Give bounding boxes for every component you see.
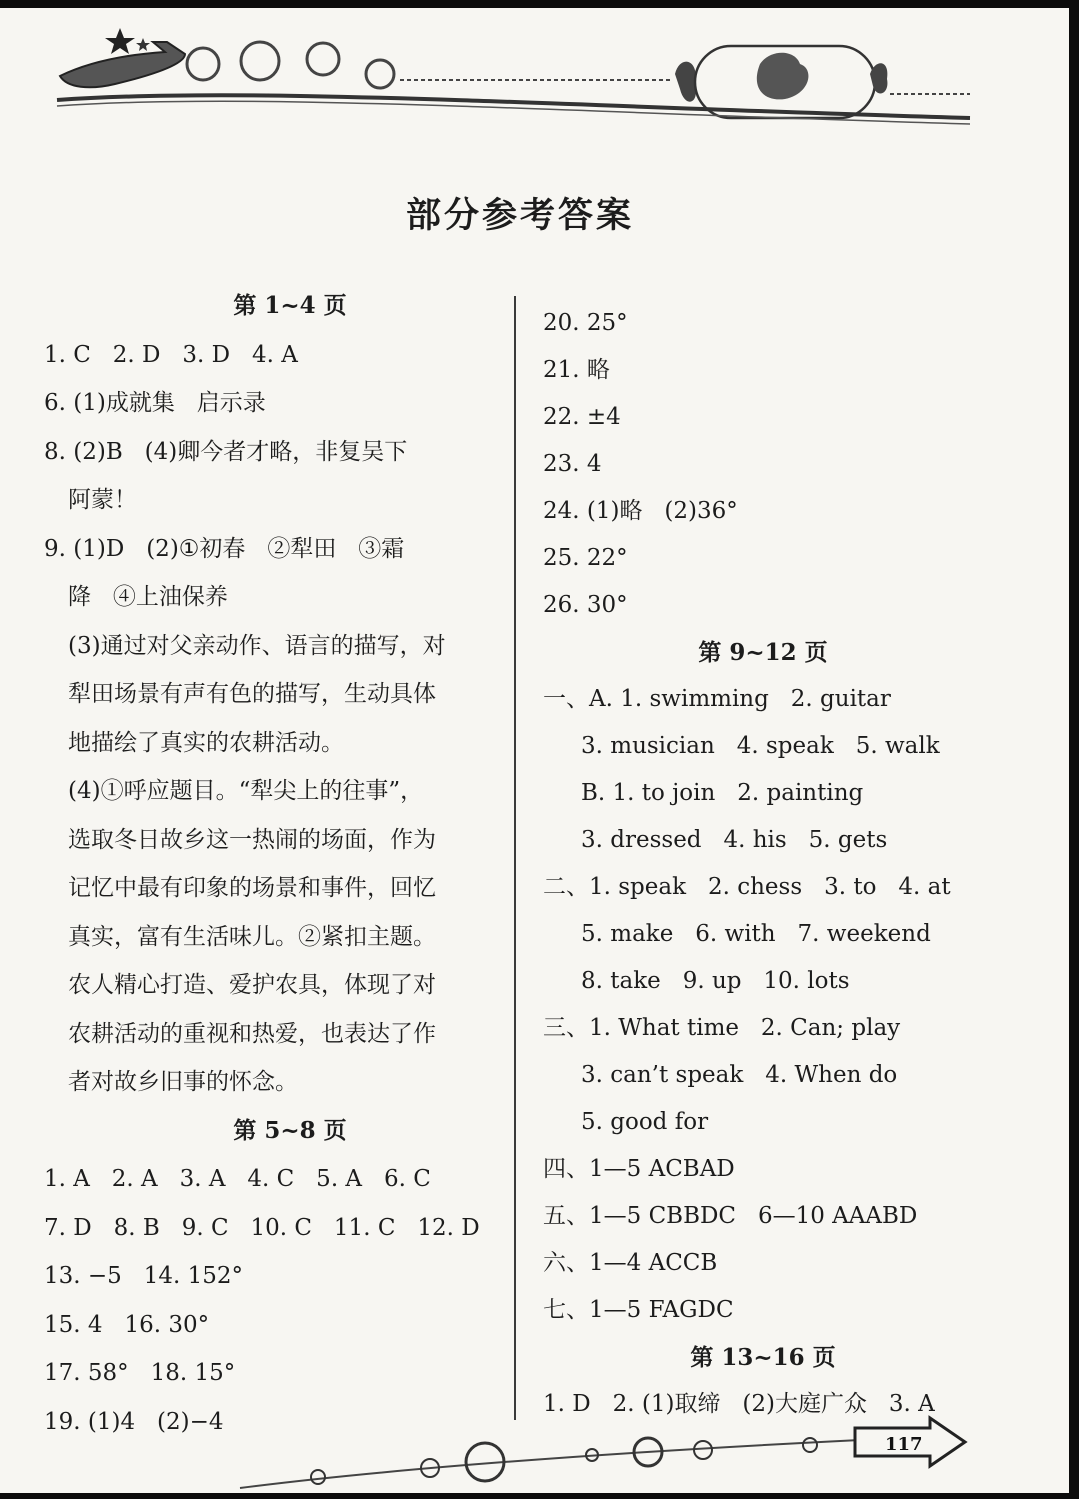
answer-line: 七、1—5 FAGDC bbox=[543, 1297, 734, 1323]
answer-line: (3)通过对父亲动作、语言的描写，对 bbox=[68, 632, 446, 659]
butterfly-icon bbox=[675, 62, 696, 102]
page-number: 117 bbox=[885, 1434, 923, 1455]
ornament-circle-icon bbox=[307, 43, 339, 75]
answer-line: 7. D 8. B 9. C 10. C 11. C 12. D bbox=[44, 1214, 480, 1241]
answer-line: (4)①呼应题目。“犁尖上的往事”， bbox=[68, 778, 424, 804]
section-heading: 第 9~12 页 bbox=[698, 639, 828, 666]
star-icon bbox=[105, 28, 135, 54]
answer-line: 1. A 2. A 3. A 4. C 5. A 6. C bbox=[44, 1166, 431, 1192]
answer-line: 17. 58° 18. 15° bbox=[44, 1360, 236, 1386]
header-decoration bbox=[55, 14, 975, 134]
footer-decoration bbox=[100, 1410, 980, 1495]
right-column bbox=[543, 300, 983, 1428]
answer-line: 26. 30° bbox=[543, 592, 628, 618]
answer-line: 二、1. speak 2. chess 3. to 4. at bbox=[543, 874, 951, 900]
answer-line: 19. (1)4 (2)−4 bbox=[44, 1408, 224, 1435]
answer-line: 23. 4 bbox=[543, 451, 602, 477]
answer-line: 15. 4 16. 30° bbox=[44, 1311, 210, 1338]
star-icon bbox=[136, 38, 150, 51]
answer-line: 1. C 2. D 3. D 4. A bbox=[44, 341, 298, 368]
answer-line: 降 ④上油保养 bbox=[68, 584, 228, 610]
answer-line: 农耕活动的重视和热爱，也表达了作 bbox=[68, 1020, 436, 1047]
section-heading: 第 13~16 页 bbox=[690, 1344, 836, 1371]
answer-line: 21. 略 bbox=[543, 357, 610, 383]
ornament-circle-icon bbox=[366, 60, 394, 88]
answer-line: 5. good for bbox=[581, 1109, 709, 1135]
answer-line: 3. musician 4. speak 5. walk bbox=[581, 733, 940, 759]
answer-line: 5. make 6. with 7. weekend bbox=[581, 921, 931, 947]
scan-border-top bbox=[0, 0, 1079, 8]
answer-line: 3. dressed 4. his 5. gets bbox=[581, 827, 888, 853]
answer-line: 选取冬日故乡这一热闹的场面，作为 bbox=[68, 826, 436, 853]
scan-border-right bbox=[1069, 0, 1079, 1499]
answer-line: 9. (1)D (2)①初春 ②犁田 ③霜 bbox=[44, 535, 405, 562]
answer-line: 8. (2)B (4)卿今者才略，非复吴下 bbox=[44, 438, 408, 465]
answer-line: 农人精心打造、爱护农具，体现了对 bbox=[68, 972, 436, 998]
left-column bbox=[44, 282, 496, 1446]
answer-line: 20. 25° bbox=[543, 310, 628, 336]
answer-line: 犁田场景有声有色的描写，生动具体 bbox=[68, 681, 436, 707]
answer-line: 一、A. 1. swimming 2. guitar bbox=[543, 686, 891, 712]
answer-line: 地描绘了真实的农耕活动。 bbox=[68, 729, 344, 756]
ornament-circle-icon bbox=[187, 48, 219, 80]
answer-line: 6. (1)成就集 启示录 bbox=[44, 390, 266, 416]
answer-line: B. 1. to join 2. painting bbox=[581, 780, 864, 806]
answer-line: 3. can’t speak 4. When do bbox=[581, 1062, 898, 1088]
answer-line: 8. take 9. up 10. lots bbox=[581, 968, 850, 994]
answer-line: 六、1—4 ACCB bbox=[543, 1250, 718, 1276]
cartoon-mouse-icon bbox=[757, 53, 809, 100]
answer-line: 者对故乡旧事的怀念。 bbox=[68, 1069, 298, 1095]
answer-line: 三、1. What time 2. Can; play bbox=[543, 1015, 901, 1041]
answer-line: 22. ±4 bbox=[543, 404, 621, 430]
column-divider bbox=[514, 296, 516, 1420]
answer-line: 阿蒙！ bbox=[68, 487, 137, 513]
answer-line: 1. D 2. (1)取缔 (2)大庭广众 3. A bbox=[543, 1391, 935, 1417]
answer-line: 24. (1)略 (2)36° bbox=[543, 498, 738, 524]
answer-line: 四、1—5 ACBAD bbox=[543, 1156, 735, 1182]
section-heading: 第 5~8 页 bbox=[233, 1116, 347, 1144]
page-title: 部分参考答案 bbox=[405, 195, 634, 236]
answer-line: 13. −5 14. 152° bbox=[44, 1263, 244, 1289]
answer-line: 记忆中最有印象的场景和事件，回忆 bbox=[68, 875, 436, 901]
answer-line: 真实，富有生活味儿。②紧扣主题。 bbox=[68, 923, 436, 950]
ornament-circle-icon bbox=[241, 42, 279, 80]
section-heading: 第 1~4 页 bbox=[233, 292, 347, 319]
answer-line: 五、1—5 CBBDC 6—10 AAABD bbox=[543, 1203, 918, 1229]
answer-line: 25. 22° bbox=[543, 545, 628, 571]
